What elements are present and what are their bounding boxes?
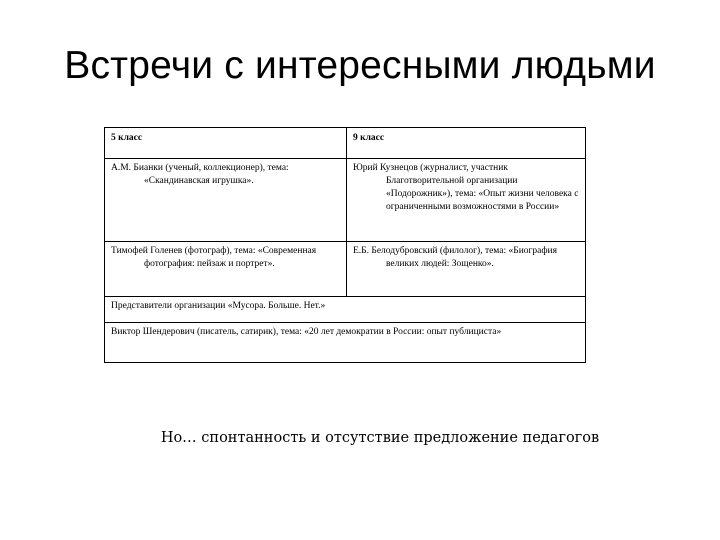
header-label: 9 класс bbox=[353, 133, 385, 143]
table-row-full bbox=[105, 323, 586, 363]
table-header-row bbox=[105, 128, 586, 159]
cell-text: А.М. Бианки (ученый, коллекционер), тема: «Скандинавская игрушка». bbox=[111, 163, 289, 186]
table-cell bbox=[105, 242, 347, 297]
footer-note: Но… спонтанность и отсутствие предложение педагогов bbox=[160, 430, 600, 446]
table-row bbox=[105, 242, 586, 297]
slide-title: Встречи с интересными людьми bbox=[64, 44, 656, 87]
cell-text: Представители организации «Мусора. Больше. Нет.» bbox=[111, 301, 326, 311]
header-cell-grade-5 bbox=[105, 128, 347, 159]
guests-table bbox=[104, 127, 586, 363]
header-label: 5 класс bbox=[111, 133, 143, 143]
cell-text: Юрий Кузнецов (журналист, участник Благотворительной организации «Подорожник»), тема: «Опыт жизни человека с ограниченными возможностями в России» bbox=[353, 163, 579, 212]
cell-text: Тимофей Голенев (фотограф), тема: «Современная фотография: пейзаж и портрет». bbox=[111, 246, 317, 269]
table-cell bbox=[347, 159, 586, 242]
table-cell-merged bbox=[105, 323, 586, 363]
cell-text: Виктор Шендерович (писатель, сатирик), тема: «20 лет демократии в России: опыт публициста» bbox=[111, 327, 502, 337]
table-row bbox=[105, 159, 586, 242]
cell-text: Е.Б. Белодубровский (филолог), тема: «Биография великих людей: Зощенко». bbox=[353, 246, 557, 269]
table-cell bbox=[347, 242, 586, 297]
table-cell bbox=[105, 159, 347, 242]
header-cell-grade-9 bbox=[347, 128, 586, 159]
table-row-full bbox=[105, 297, 586, 323]
table-cell-merged bbox=[105, 297, 586, 323]
